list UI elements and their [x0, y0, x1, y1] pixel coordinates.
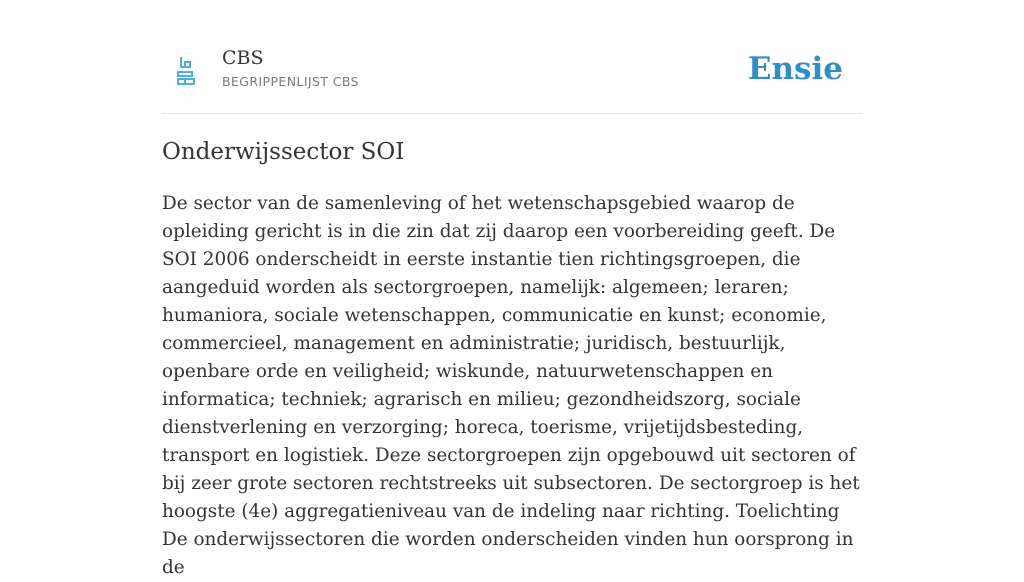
source-name[interactable]: CBS — [222, 47, 264, 69]
definition-text: De sector van de samenleving of het wetenschapsgebied waarop de opleiding gericht is in die zin dat zij daarop een voorbereiding geeft. De SOI 2006 onderscheidt in eerste instantie tien richtingsgroepen, die aangeduid worden als sectorgroepen, namelijk: algemeen; leraren; humaniora, sociale wetenschappen, communicatie en kunst; economie, commercieel, management en administratie; juridisch, bestuurlijk, openbare orde en veiligheid; wiskunde, natuurwetenschappen en informatica; techniek; agrarisch en milieu; gezondheidszorg, sociale dienstverlening en verzorging; horeca, toerisme, vrijetijdsbesteding, transport en logistiek. Deze sectorgroepen zijn opgebouwd uit sectoren of bij zeer grote sectoren rechtstreeks uit subsectoren. De sectorgroep is het hoogste (4e) aggregatieniveau van de indeling naar richting. Toelichting De onderwijssectoren die worden onderscheiden vinden hun oorsprong in de — [162, 193, 860, 578]
ensie-logo[interactable]: Ensie — [747, 51, 843, 87]
source-subtitle: BEGRIPPENLIJST CBS — [222, 74, 359, 89]
cbs-logo-icon[interactable] — [175, 55, 197, 87]
page-title: Onderwijssector SOI — [162, 139, 405, 165]
header — [162, 30, 862, 114]
